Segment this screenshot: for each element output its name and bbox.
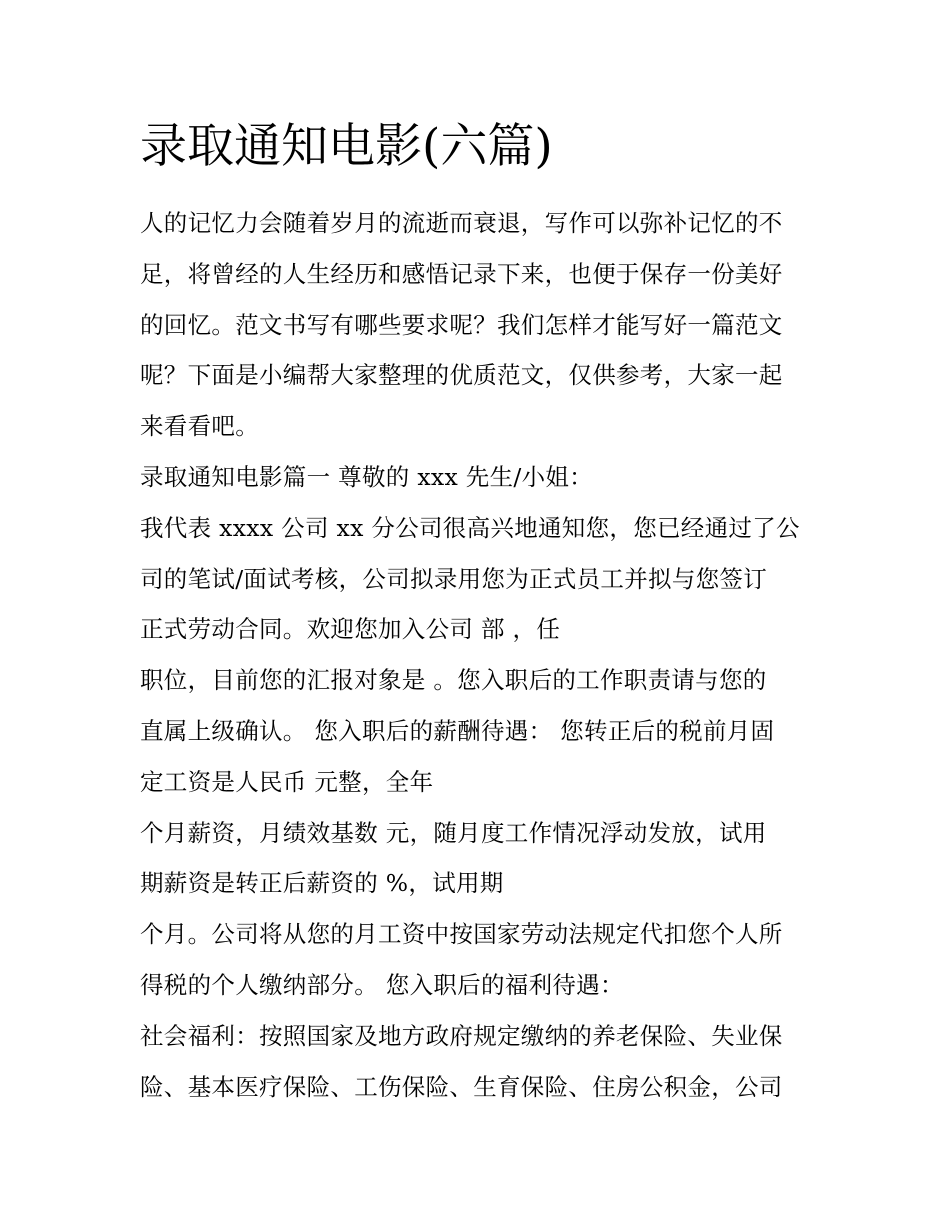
text-line: 足，将曾经的人生经历和感悟记录下来，也便于保存一份美好 [140, 259, 783, 288]
text-line: 社会福利：按照国家及地方政府规定缴纳的养老保险、失业保 [140, 1021, 783, 1050]
document-body [140, 198, 820, 1112]
text-line: 我代表 xxxx 公司 xx 分公司很高兴地通知您，您已经通过了公 [140, 513, 800, 542]
text-line: 来看看吧。 [140, 412, 259, 441]
text-line: 呢？下面是小编帮大家整理的优质范文，仅供参考，大家一起 [140, 361, 783, 390]
text-line: 期薪资是转正后薪资的 %，试用期 [140, 869, 504, 898]
text-line: 险、基本医疗保险、工伤保险、生育保险、住房公积金，公司 [140, 1072, 783, 1101]
text-line: 得税的个人缴纳部分。 您入职后的福利待遇： [140, 970, 624, 999]
text-line: 个月薪资，月绩效基数 元，随月度工作情况浮动发放，试用 [140, 818, 767, 847]
text-line: 正式劳动合同。欢迎您加入公司 部 ，任 [140, 615, 561, 644]
text-line: 人的记忆力会随着岁月的流逝而衰退，写作可以弥补记忆的不 [140, 209, 783, 237]
section-heading-line: 录取通知电影篇一 尊敬的 xxx 先生/小姐： [140, 462, 593, 491]
text-line: 直属上级确认。 您入职后的薪酬待遇： 您转正后的税前月固 [140, 716, 775, 745]
text-line: 定工资是人民币 元整，全年 [140, 767, 434, 796]
document-title: 录取通知电影(六篇) [140, 119, 553, 174]
text-line: 职位，目前您的汇报对象是 。您入职后的工作职责请与您的 [140, 666, 767, 695]
text-line: 个月。公司将从您的月工资中按国家劳动法规定代扣您个人所 [140, 920, 783, 949]
text-line: 司的笔试/面试考核，公司拟录用您为正式员工并拟与您签订 [140, 564, 768, 593]
text-line: 的回忆。范文书写有哪些要求呢？我们怎样才能写好一篇范文 [140, 310, 783, 339]
